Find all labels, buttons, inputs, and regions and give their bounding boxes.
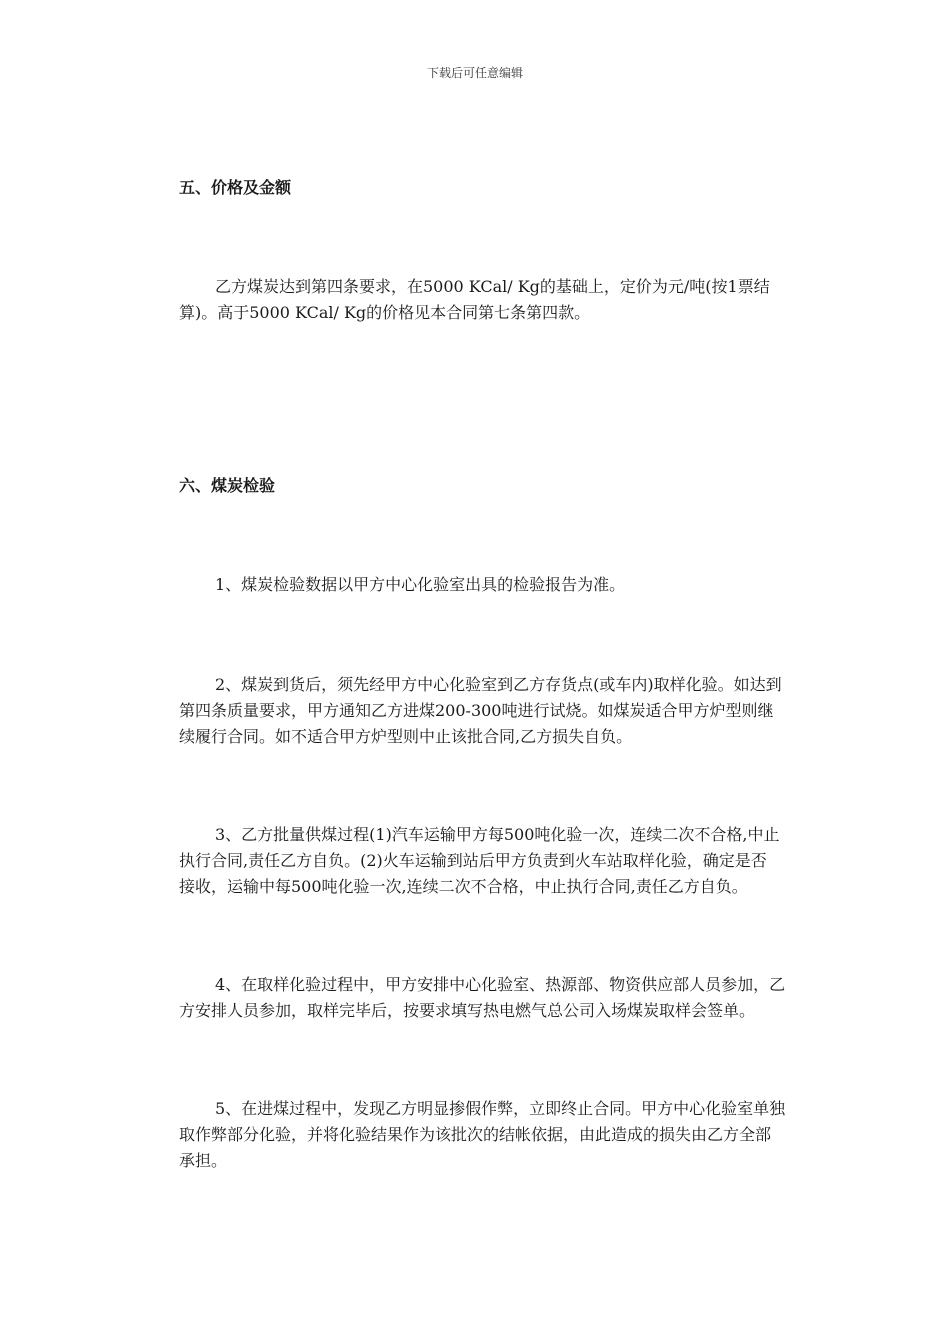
text-line: 执行合同,责任乙方自负。(2)火车运输到站后甲方负责到火车站取样化验，确定是否 — [179, 851, 767, 870]
text-line: 2、煤炭到货后，须先经甲方中心化验室到乙方存货点(或车内)取样化验。如达到 — [215, 675, 782, 694]
clause-1-paragraph — [143, 572, 803, 598]
section-5-heading: 五、价格及金额 — [179, 178, 292, 197]
text-line: 第四条质量要求，甲方通知乙方进煤200-300吨进行试烧。如煤炭适合甲方炉型则继 — [179, 701, 774, 720]
text-line: 5、在进煤过程中，发现乙方明显掺假作弊，立即终止合同。甲方中心化验室单独 — [215, 1099, 786, 1118]
page-header-note: 下载后可任意编辑 — [426, 66, 523, 80]
text-line: 3、乙方批量供煤过程(1)汽车运输甲方每500吨化验一次，连续二次不合格,中止 — [215, 825, 780, 844]
text-line: 1、煤炭检验数据以甲方中心化验室出具的检验报告为准。 — [215, 575, 626, 594]
text-line: 方安排人员参加，取样完毕后，按要求填写热电燃气总公司入场煤炭取样会签单。 — [179, 1001, 756, 1020]
text-line: 续履行合同。如不适合甲方炉型则中止该批合同,乙方损失自负。 — [179, 727, 633, 746]
text-line: 承担。 — [179, 1151, 228, 1170]
clause-4-paragraph — [143, 972, 803, 1024]
clause-3-paragraph — [143, 822, 803, 900]
section-5-paragraph — [143, 274, 803, 326]
clause-5-paragraph — [143, 1096, 803, 1174]
text-line: 算)。高于5000 KCal/ Kg的价格见本合同第七条第四款。 — [179, 303, 591, 322]
text-line: 接收，运输中每500吨化验一次,连续二次不合格，中止执行合同,责任乙方自负。 — [179, 877, 748, 896]
text-line: 4、在取样化验过程中，甲方安排中心化验室、热源部、物资供应部人员参加，乙 — [215, 975, 786, 994]
text-line: 乙方煤炭达到第四条要求，在5000 KCal/ Kg的基础上，定价为元/吨(按1票结 — [215, 277, 770, 296]
text-line: 取作弊部分化验，并将化验结果作为该批次的结帐依据，由此造成的损失由乙方全部 — [179, 1125, 772, 1144]
clause-2-paragraph — [143, 672, 803, 750]
section-6-heading: 六、煤炭检验 — [179, 476, 276, 495]
